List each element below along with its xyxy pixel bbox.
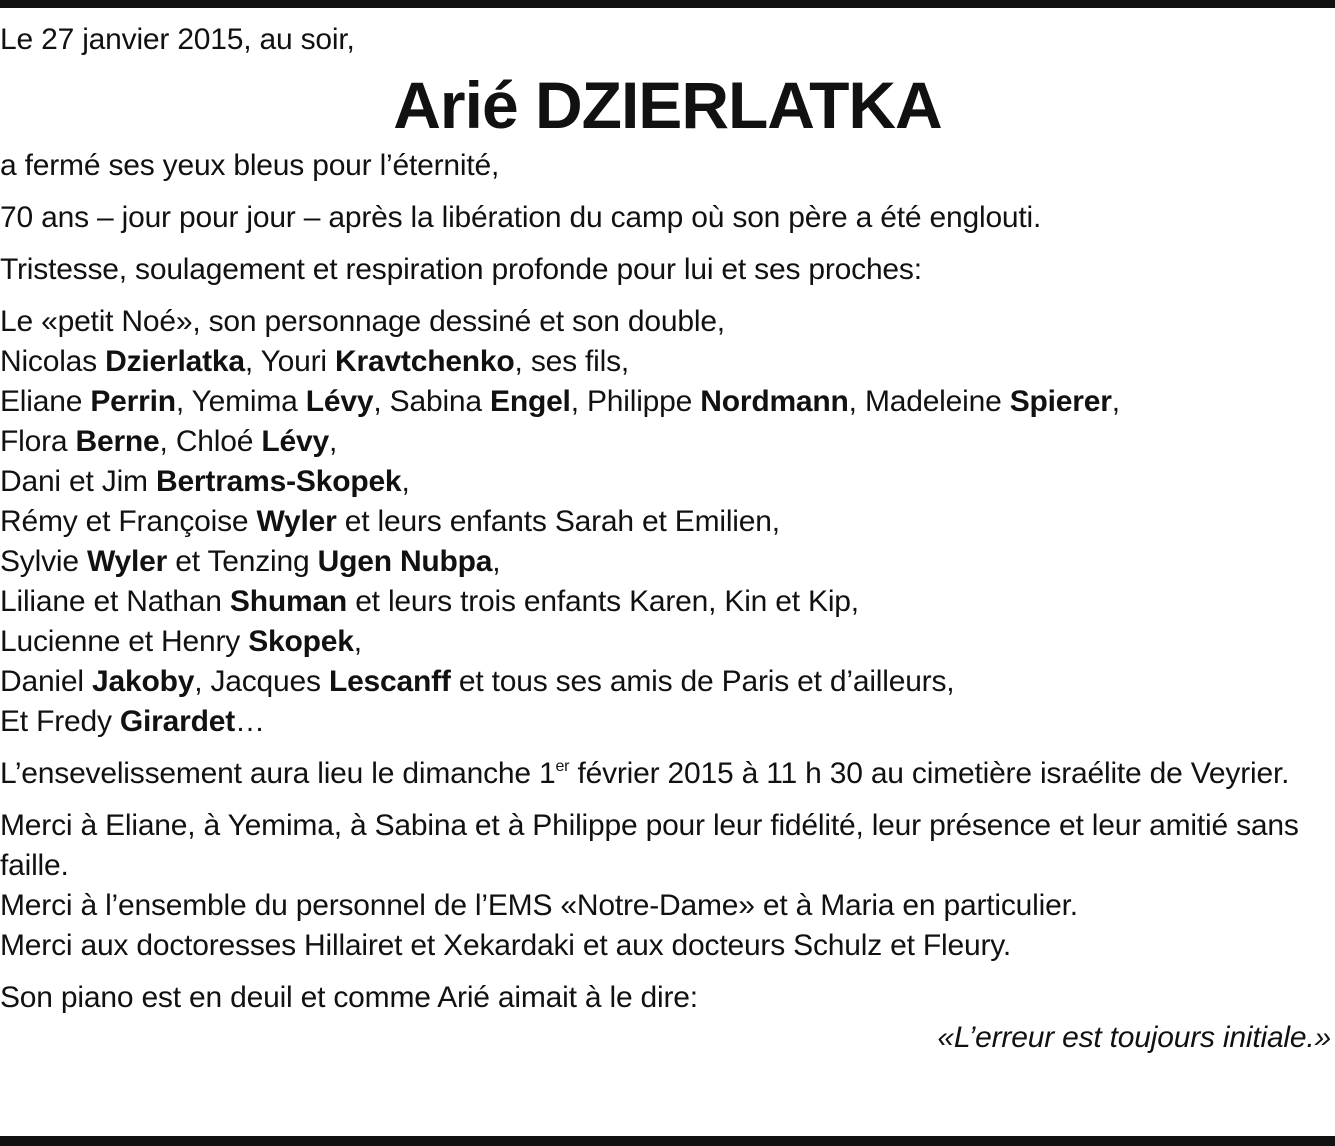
family-surname: Kravtchenko bbox=[335, 345, 515, 378]
family-text: Daniel bbox=[0, 665, 92, 698]
thanks-line-3: Merci aux doctoresses Hillairet et Xekardaki et aux docteurs Schulz et Fleury. bbox=[0, 929, 1011, 962]
family-text: , Yemima bbox=[175, 385, 306, 418]
text-line-2: 70 ans – jour pour jour – après la libération du camp où son père a été englouti. bbox=[0, 201, 1042, 234]
family-row bbox=[0, 502, 1335, 542]
family-surname: Shuman bbox=[229, 585, 348, 618]
family-row bbox=[0, 382, 1335, 422]
thanks-line-1: Merci à Eliane, à Yemima, à Sabina et à Philippe pour leur fidélité, leur présence et leur amitié sans faille. bbox=[0, 809, 1299, 882]
closing-quote: «L’erreur est toujours initiale.» bbox=[937, 1021, 1331, 1054]
deceased-name: Arié DZIERLATKA bbox=[393, 68, 942, 142]
family-row bbox=[0, 702, 1335, 742]
family-row bbox=[0, 662, 1335, 702]
family-row bbox=[0, 582, 1335, 622]
family-text: , ses fils, bbox=[514, 345, 630, 378]
family-text: , Madeleine bbox=[848, 385, 1010, 418]
thanks-line-2: Merci à l’ensemble du personnel de l’EMS «Notre-Dame» et à Maria en particulier. bbox=[0, 889, 1078, 922]
family-surname: Nordmann bbox=[700, 385, 849, 418]
family-text: et Tenzing bbox=[167, 545, 318, 578]
family-row bbox=[0, 622, 1335, 662]
burial-text: février 2015 à 11 h 30 au cimetière israélite de Veyrier. bbox=[569, 757, 1290, 790]
family-text: , Chloé bbox=[159, 425, 262, 458]
family-text: Nicolas bbox=[0, 345, 106, 378]
family-surname: Engel bbox=[490, 385, 571, 418]
family-text: , Jacques bbox=[194, 665, 329, 698]
family-row bbox=[0, 462, 1335, 502]
family-text: , Philippe bbox=[570, 385, 701, 418]
family-row bbox=[0, 342, 1335, 382]
family-surname: Lescanff bbox=[328, 665, 451, 698]
top-rule bbox=[0, 0, 1335, 8]
family-surname: Wyler bbox=[256, 505, 337, 538]
family-surname: Skopek bbox=[248, 625, 354, 658]
family-text: Sylvie bbox=[0, 545, 87, 578]
family-row bbox=[0, 542, 1335, 582]
family-surname: Lévy bbox=[261, 425, 329, 458]
family-text: et leurs trois enfants Karen, Kin et Kip, bbox=[347, 585, 859, 618]
family-text: , bbox=[401, 465, 410, 498]
family-text: Dani et Jim bbox=[0, 465, 156, 498]
burial-info bbox=[0, 754, 1335, 794]
family-surname: Jakoby bbox=[91, 665, 195, 698]
family-text: Liliane et Nathan bbox=[0, 585, 230, 618]
closing-line: Son piano est en deuil et comme Arié aimait à le dire: bbox=[0, 981, 698, 1014]
date-line: Le 27 janvier 2015, au soir, bbox=[0, 23, 355, 56]
family-surname: Spierer bbox=[1009, 385, 1112, 418]
family-text: Flora bbox=[0, 425, 76, 458]
family-surname: Wyler bbox=[86, 545, 168, 578]
thanks-section bbox=[0, 806, 1335, 966]
family-text: , Youri bbox=[244, 345, 336, 378]
family-text: Lucienne et Henry bbox=[0, 625, 249, 658]
family-text: , bbox=[1111, 385, 1120, 418]
family-surname: Ugen Nubpa bbox=[317, 545, 493, 578]
family-text: , bbox=[328, 425, 338, 458]
family-surname: Girardet bbox=[119, 705, 236, 738]
family-text: , bbox=[492, 545, 501, 578]
family-text: , bbox=[353, 625, 362, 658]
family-surname: Dzierlatka bbox=[105, 345, 245, 378]
family-surname: Lévy bbox=[305, 385, 374, 418]
text-line-3: Tristesse, soulagement et respiration profonde pour lui et ses proches: bbox=[0, 253, 922, 286]
family-text: et leurs enfants Sarah et Emilien, bbox=[336, 505, 780, 538]
text-line-1: a fermé ses yeux bleus pour l’éternité, bbox=[0, 149, 500, 182]
family-surname: Berne bbox=[75, 425, 160, 458]
family-text: Eliane bbox=[0, 385, 91, 418]
text-line-4: Le «petit Noé», son personnage dessiné et son double, bbox=[0, 305, 725, 338]
family-list bbox=[0, 302, 1335, 742]
burial-text: L’ensevelissement aura lieu le dimanche 1 bbox=[0, 757, 556, 790]
bottom-rule bbox=[0, 1136, 1335, 1146]
family-text: , Sabina bbox=[373, 385, 491, 418]
obituary-notice bbox=[0, 20, 1335, 1058]
burial-ordinal: er bbox=[555, 758, 570, 775]
family-text: … bbox=[235, 705, 265, 738]
family-surname: Bertrams-Skopek bbox=[155, 465, 402, 498]
family-text: et tous ses amis de Paris et d’ailleurs, bbox=[450, 665, 955, 698]
family-text: Rémy et Françoise bbox=[0, 505, 257, 538]
family-surname: Perrin bbox=[90, 385, 176, 418]
family-row bbox=[0, 422, 1335, 462]
family-text: Et Fredy bbox=[0, 705, 120, 738]
